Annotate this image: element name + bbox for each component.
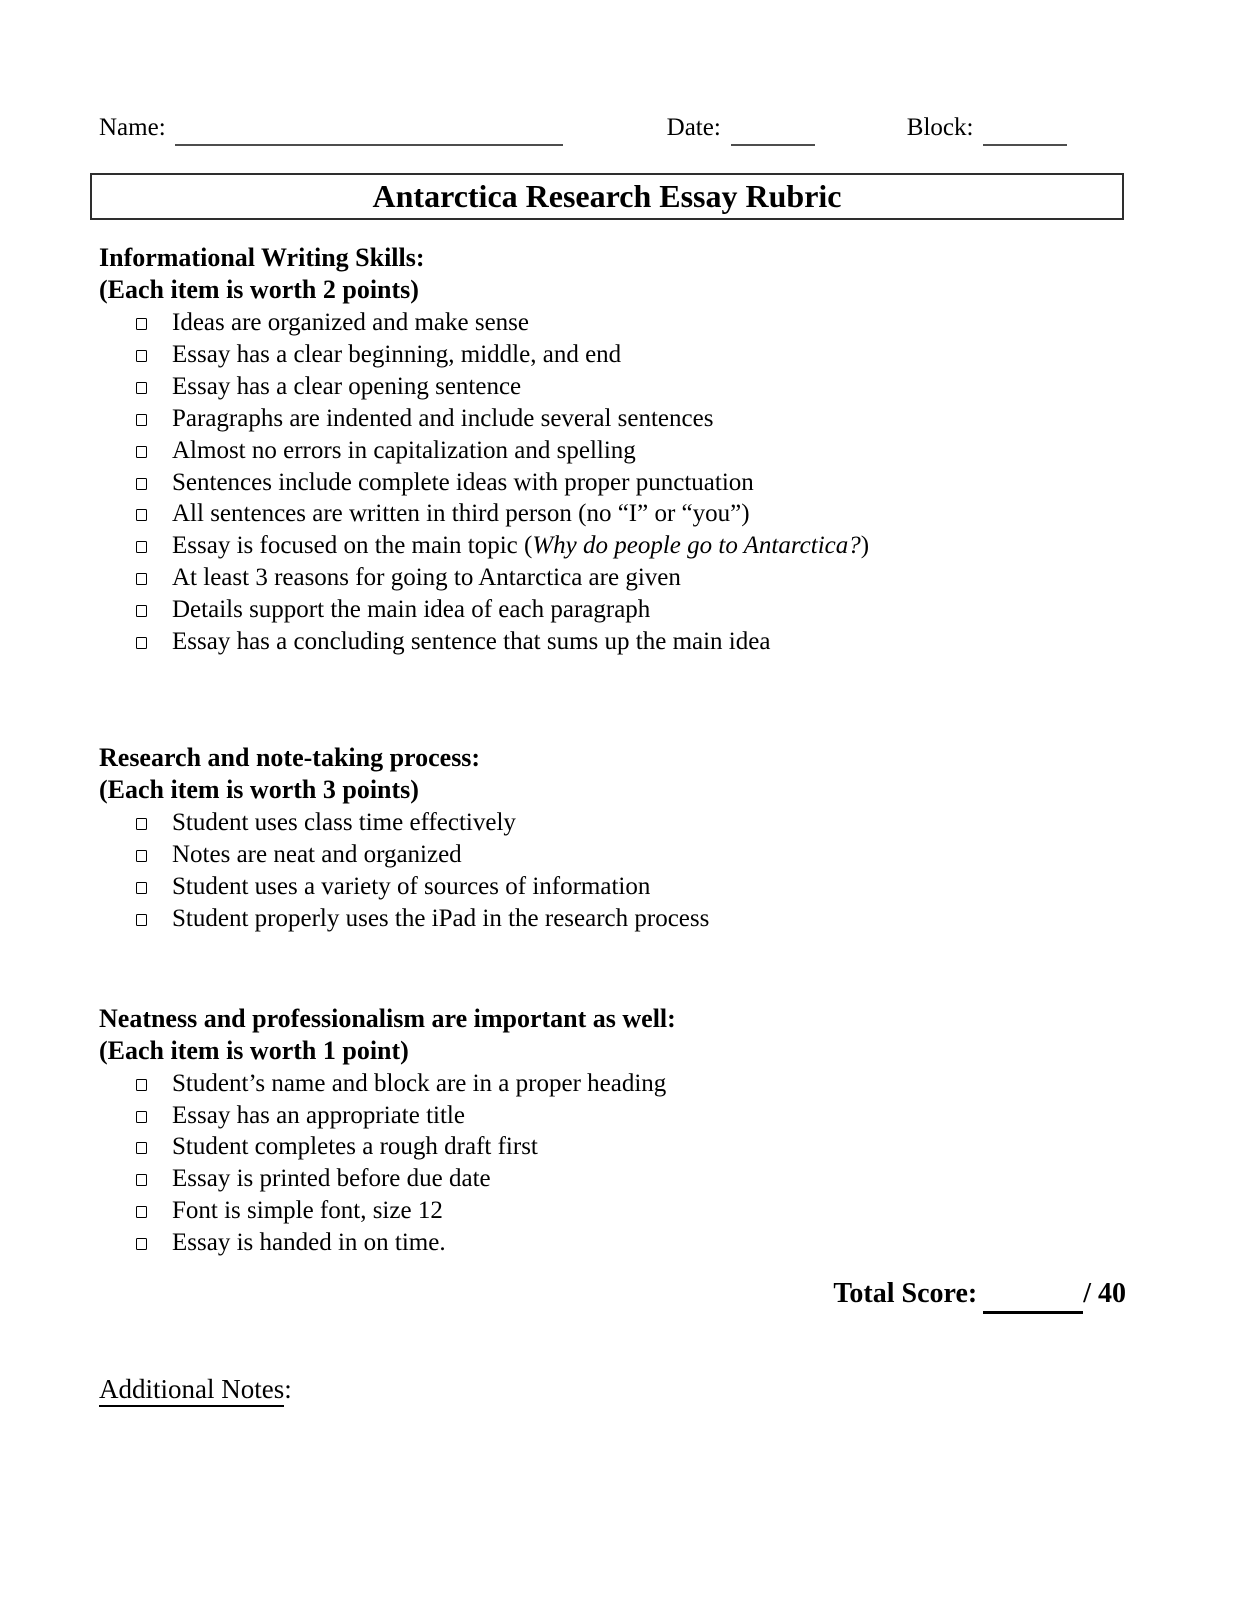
checkbox-icon bbox=[136, 446, 147, 458]
additional-notes-colon: : bbox=[284, 1374, 292, 1405]
sections-container bbox=[99, 242, 1140, 1259]
checkbox-icon bbox=[136, 541, 147, 553]
checkbox-icon bbox=[136, 478, 147, 490]
section-heading: Informational Writing Skills: bbox=[99, 243, 425, 272]
block-blank-line bbox=[983, 112, 1067, 146]
checklist bbox=[99, 307, 1140, 658]
checkbox-icon bbox=[136, 382, 147, 394]
name-blank-line bbox=[175, 112, 563, 146]
checkbox-icon bbox=[136, 850, 147, 862]
checkbox-icon bbox=[136, 914, 147, 926]
section-subheading: (Each item is worth 3 points) bbox=[99, 774, 419, 804]
name-label: Name: bbox=[99, 114, 166, 141]
checklist-item-text: Essay is printed before due date bbox=[172, 1165, 491, 1193]
checklist-item bbox=[99, 562, 1140, 594]
checkbox-icon bbox=[136, 414, 147, 426]
checkbox-icon bbox=[136, 882, 147, 894]
checklist-item bbox=[99, 403, 1140, 435]
title-box bbox=[90, 173, 1124, 220]
checklist-item bbox=[99, 1195, 1140, 1227]
checkbox-icon bbox=[136, 1238, 147, 1250]
checklist-item-text: At least 3 reasons for going to Antarctica are given bbox=[172, 564, 681, 592]
checkbox-icon bbox=[136, 509, 147, 521]
checklist-item-text-italic: Why do people go to Antarctica? bbox=[532, 532, 861, 560]
date-blank-line bbox=[731, 112, 815, 146]
checklist-item-text: Student properly uses the iPad in the research process bbox=[172, 904, 710, 932]
checkbox-icon bbox=[136, 1206, 147, 1218]
checklist bbox=[99, 807, 1140, 935]
checklist-item bbox=[99, 498, 1140, 530]
checklist-item-text: Ideas are organized and make sense bbox=[172, 309, 530, 336]
checklist-item bbox=[99, 839, 1140, 871]
checklist-item-text: Student uses a variety of sources of information bbox=[172, 872, 651, 900]
date-label: Date: bbox=[666, 114, 721, 141]
block-label: Block: bbox=[906, 114, 974, 141]
checklist-item-text: Student uses class time effectively bbox=[172, 808, 516, 836]
checklist-item-text: Essay has a clear beginning, middle, and end bbox=[172, 340, 622, 368]
checkbox-icon bbox=[136, 318, 147, 330]
checkbox-icon bbox=[136, 605, 147, 617]
checklist-item bbox=[99, 903, 1140, 935]
page-title: Antarctica Research Essay Rubric bbox=[372, 178, 842, 214]
checklist-item-text: Student completes a rough draft first bbox=[172, 1133, 538, 1161]
checklist-item-text: Notes are neat and organized bbox=[172, 840, 462, 868]
section-heading: Research and note-taking process: bbox=[99, 742, 481, 772]
section-subheading: (Each item is worth 2 points) bbox=[99, 275, 419, 304]
checklist-item bbox=[99, 1163, 1140, 1195]
checklist-item bbox=[99, 594, 1140, 626]
checkbox-icon bbox=[136, 1174, 147, 1186]
header-fill-in-row bbox=[99, 112, 1140, 146]
total-score-blank-line bbox=[983, 1277, 1083, 1314]
checklist-item bbox=[99, 807, 1140, 839]
checklist-item-text: Paragraphs are indented and include several sentences bbox=[172, 404, 714, 432]
checklist-item bbox=[99, 467, 1140, 499]
additional-notes-row bbox=[99, 1372, 1140, 1406]
checklist-item-text bbox=[172, 532, 869, 559]
checklist bbox=[99, 1068, 1140, 1259]
checkbox-icon bbox=[136, 1142, 147, 1154]
checklist-item-text-suffix: ) bbox=[860, 532, 870, 560]
checklist-item-text: Essay has an appropriate title bbox=[172, 1101, 465, 1129]
checklist-item-text: Essay has a concluding sentence that sums up the main idea bbox=[172, 628, 771, 656]
checklist-item bbox=[99, 626, 1140, 658]
checkbox-icon bbox=[136, 573, 147, 585]
checkbox-icon bbox=[136, 350, 147, 362]
total-score-row bbox=[99, 1277, 1140, 1314]
checklist-item-text: Font is simple font, size 12 bbox=[172, 1197, 443, 1225]
rubric-section bbox=[99, 1003, 1140, 1259]
checklist-item bbox=[99, 1068, 1140, 1100]
checklist-item bbox=[99, 1100, 1140, 1132]
checklist-item bbox=[99, 1131, 1140, 1163]
additional-notes-label: Additional Notes bbox=[99, 1374, 284, 1407]
checklist-item bbox=[99, 530, 1140, 562]
checklist-item-text: All sentences are written in third person (no “I” or “you”) bbox=[172, 500, 750, 528]
checklist-item bbox=[99, 307, 1140, 339]
checklist-item bbox=[99, 435, 1140, 467]
checkbox-icon bbox=[136, 1111, 147, 1123]
checklist-item bbox=[99, 1227, 1140, 1259]
checklist-item-text: Sentences include complete ideas with proper punctuation bbox=[172, 468, 754, 496]
total-score-denominator: / 40 bbox=[1083, 1278, 1126, 1310]
checklist-item-text-prefix: Essay is focused on the main topic ( bbox=[172, 532, 533, 560]
total-score-label: Total Score: bbox=[833, 1278, 978, 1310]
checklist-item-text: Details support the main idea of each paragraph bbox=[172, 596, 651, 624]
checkbox-icon bbox=[136, 1079, 147, 1091]
section-heading: Neatness and professionalism are important as well: bbox=[99, 1003, 676, 1033]
checklist-item-text: Almost no errors in capitalization and spelling bbox=[172, 436, 636, 464]
checklist-item-text: Essay has a clear opening sentence bbox=[172, 372, 522, 400]
checklist-item-text: Student’s name and block are in a proper heading bbox=[172, 1069, 667, 1097]
checkbox-icon bbox=[136, 637, 147, 649]
checklist-item bbox=[99, 339, 1140, 371]
section-subheading: (Each item is worth 1 point) bbox=[99, 1035, 409, 1065]
checklist-item-text: Essay is handed in on time. bbox=[172, 1229, 446, 1257]
checkbox-icon bbox=[136, 818, 147, 830]
rubric-section bbox=[99, 242, 1140, 658]
checklist-item bbox=[99, 371, 1140, 403]
checklist-item bbox=[99, 871, 1140, 903]
rubric-section bbox=[99, 742, 1140, 935]
